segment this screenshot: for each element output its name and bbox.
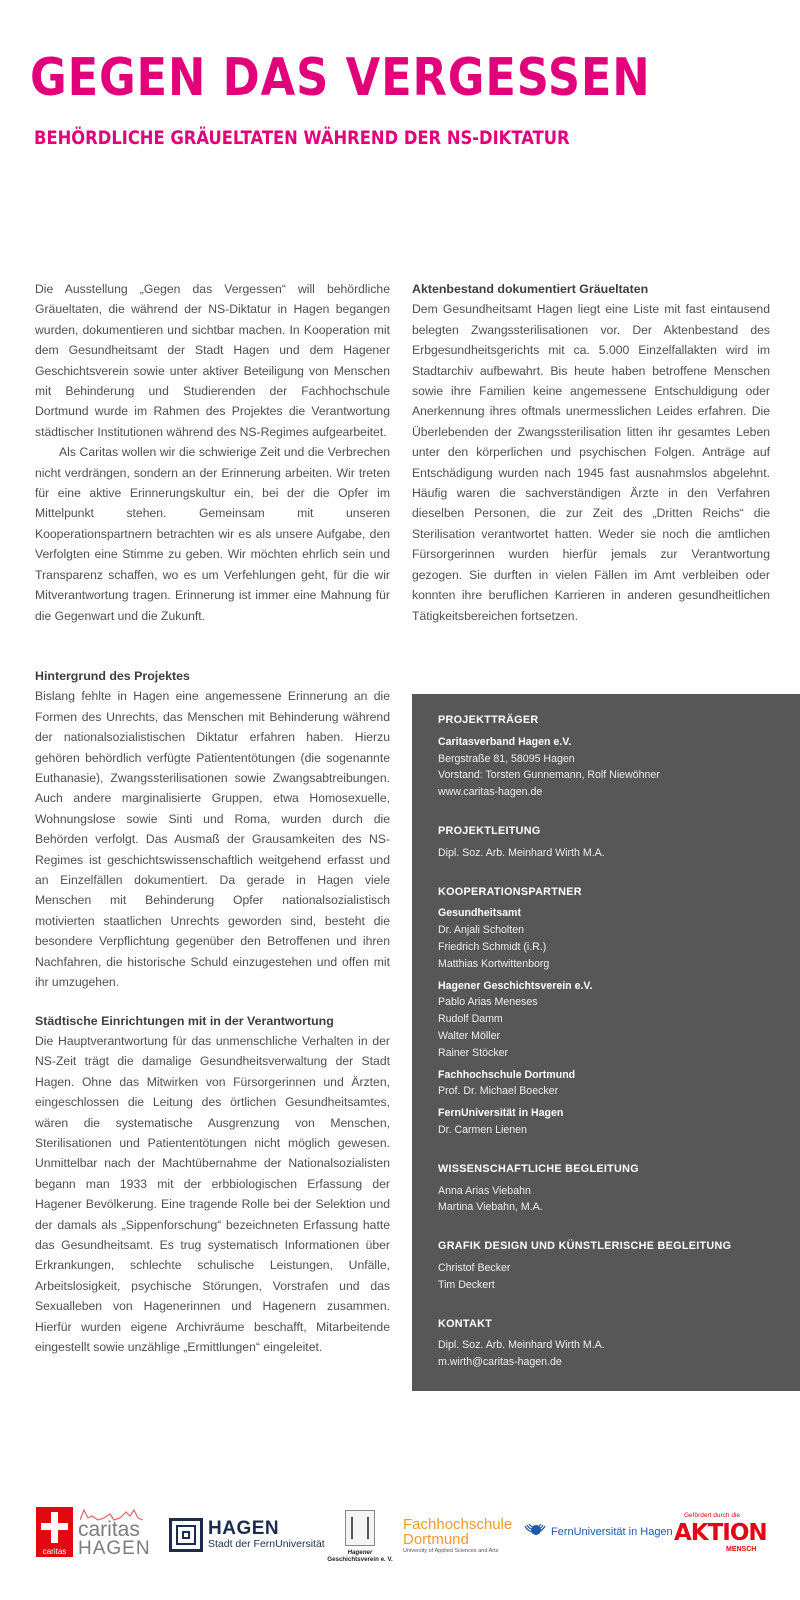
caritas-hagen-wordmark: HAGEN xyxy=(78,1538,151,1559)
wissenschaft-person: Martina Viebahn, M.A. xyxy=(438,1201,543,1214)
partner-person: Friedrich Schmidt (i.R.) xyxy=(438,940,547,953)
partner-org: Gesundheitsamt xyxy=(438,907,522,920)
intro-paragraph-2: Als Caritas wollen wir die schwierige Zeit und die Verbrechen nicht verdrängen, sondern an der Erinnerung arbeiten. Wir treten für eine aktive Erinnerungskultur ein, bei der die Opfer im Mittelpunkt stehen. Gemeinsam mit unseren Kooperationspartnern betrachten wir es als unsere Aufgabe, den Verfolgten eine Stimme zu geben. Wir möchten ehrlich sein und Transparenz schaffen, wo es um Verfehlungen geht, für die wir Mitverantwortung tragen. Erinnerung ist immer eine Mahnung für die Gegenwart und die Zukunft. xyxy=(35,445,390,623)
fh-line1: Fachhochschule xyxy=(403,1516,513,1533)
hintergrund-heading: Hintergrund des Projektes xyxy=(35,669,190,683)
section-spacer xyxy=(35,993,390,1011)
projektleitung-block xyxy=(438,823,774,862)
staedtisch-heading: Städtische Einrichtungen mit in der Verantwortung xyxy=(35,1013,334,1028)
crest-icon xyxy=(345,1510,375,1546)
partner-person: Dr. Anjali Scholten xyxy=(438,924,524,937)
fernuni-wordmark: FernUniversität in Hagen xyxy=(551,1526,673,1538)
caritas-cross-icon: caritas xyxy=(36,1507,73,1557)
verein-line1: Hagener xyxy=(347,1549,373,1556)
partner-person: Prof. Dr. Michael Boecker xyxy=(438,1085,559,1098)
fernuni-globe-icon xyxy=(523,1520,547,1544)
credits-box xyxy=(412,694,800,1391)
akten-text: Dem Gesundheitsamt Hagen liegt eine Liste mit fast eintausend belegten Zwangssterilisationen vor. Der Aktenbestand des Erbgesundheitsgerichts mit ca. 5.000 Einzelfallakten wird im Stadtarchiv aufbewahrt. Bis heute haben betroffene Menschen sowie ihre Familien keine angemessene Entschuldigung oder Anerkennung ihres oftmals unermesslichen Leides erfahren. Die Überlebenden der Zwangssterilisation litten ihr gesamtes Leben unter den körperlichen und psychischen Folgen. Anträge auf Entschädigung wurden nach 1945 fast ausnahmslos abgelehnt. Häufig waren die sachverständigen Ärzte in den Verfahren dieselben Personen, die zur Zeit des „Dritten Reichs“ die Sterilisation verantwortet hatten. Weder sie noch die amtlichen Fürsorgerinnen wurden hierfür jemals zur Verantwortung gezogen. Sie durften in vielen Fällen im Amt verbleiben oder konnten ihre beruflichen Karrieren in anderen gesundheitlichen Tätigkeitsbereichen fortsetzen. xyxy=(412,302,770,623)
partner-person: Rudolf Damm xyxy=(438,1013,503,1026)
grafik-heading: GRAFIK DESIGN UND KÜNSTLERISCHE BEGLEITUNG xyxy=(438,1240,732,1253)
intro-paragraph-1: Die Ausstellung „Gegen das Vergessen“ will behördliche Gräueltaten, die während der NS-Diktatur in Hagen begangen wurden, dokumentieren und sichtbar machen. In Kooperation mit dem Gesundheitsamt der Stadt Hagen und dem Hagener Geschichtsverein sowie unter aktiver Beteiligung von Menschen mit Behinderung und Studierenden der Fachhochschule Dortmund wurde im Rahmen des Projektes die Verantwortung städtischer Institutionen während des NS-Regimes aufgearbeitet. xyxy=(35,282,390,439)
wissenschaft-person: Anna Arias Viebahn xyxy=(438,1184,531,1197)
aktion-wordmark: AKTION xyxy=(674,1520,767,1546)
caritas-wordmark: caritas xyxy=(78,1518,140,1541)
page-title: GEGEN DAS VERGESSEN xyxy=(30,48,651,108)
kooperationspartner-block xyxy=(438,884,774,1139)
projekttraeger-block xyxy=(438,712,774,801)
partner-group xyxy=(438,978,774,1062)
partner-person: Walter Möller xyxy=(438,1029,501,1042)
grafik-block xyxy=(438,1238,774,1293)
hagen-tagline: Stadt der FernUniversität xyxy=(208,1538,325,1550)
partner-person: Dr. Carmen Lienen xyxy=(438,1123,527,1136)
partner-org: Hagener Geschichtsverein e.V. xyxy=(438,979,593,992)
page-subtitle: BEHÖRDLICHE GRÄUELTATEN WÄHREND DER NS-DIKTATUR xyxy=(34,127,570,149)
wissenschaft-heading: WISSENSCHAFTLICHE BEGLEITUNG xyxy=(438,1162,639,1175)
partner-group xyxy=(438,1067,774,1101)
traeger-board: Vorstand: Torsten Gunnemann, Rolf Niewöhner xyxy=(438,769,660,782)
fh-tagline: University of Applied Sciences and Arts xyxy=(403,1548,499,1554)
kontakt-block xyxy=(438,1316,774,1371)
akten-section xyxy=(412,279,770,626)
partner-person: Pablo Arias Meneses xyxy=(438,996,538,1009)
kontakt-name: Dipl. Soz. Arb. Meinhard Wirth M.A. xyxy=(438,1339,605,1352)
projekttraeger-heading: PROJEKTTRÄGER xyxy=(438,714,539,726)
aktion-sub-text: MENSCH xyxy=(726,1546,757,1553)
hagen-wordmark: HAGEN xyxy=(208,1518,280,1539)
hagen-square-icon xyxy=(169,1518,203,1552)
grafik-person: Tim Deckert xyxy=(438,1278,495,1291)
traeger-org: Caritasverband Hagen e.V. xyxy=(438,735,572,748)
kooperationspartner-heading: KOOPERATIONSPARTNER xyxy=(438,885,582,898)
grafik-person: Christof Becker xyxy=(438,1261,511,1274)
fh-dortmund-logo xyxy=(403,1517,512,1556)
left-bottom-sections xyxy=(35,666,390,1357)
partner-org: FernUniversität in Hagen xyxy=(438,1107,564,1120)
partner-org: Fachhochschule Dortmund xyxy=(438,1068,576,1081)
intro-section xyxy=(35,279,390,626)
verein-line2: Geschichtsverein e. V. xyxy=(327,1556,393,1563)
akten-heading: Aktenbestand dokumentiert Gräueltaten xyxy=(412,282,649,296)
leitung-name: Dipl. Soz. Arb. Meinhard Wirth M.A. xyxy=(438,846,605,859)
partner-person: Rainer Stöcker xyxy=(438,1046,509,1059)
partner-group xyxy=(438,1105,774,1139)
kontakt-email-link[interactable]: m.wirth@caritas-hagen.de xyxy=(438,1356,562,1369)
aktion-top-text: Gefördert durch die xyxy=(684,1512,741,1519)
traeger-address: Bergstraße 81, 58095 Hagen xyxy=(438,752,575,765)
hintergrund-text: Bislang fehlte in Hagen eine angemessene Erinnerung an die Formen des Unrechts, das Menschen mit Behinderung während der nationalsozialistischen Diktatur erfahren haben. Hierzu gehören behördlich verfügte Patiententötungen (die sogenannte Euthanasie), Zwangssterilisationen sowie Zwangsabtreibungen. Auch andere marginalisierte Gruppen, etwa Homosexuelle, Wohnungslose sowie Sinti und Roma, wurden durch die Behörden verfolgt. Das Ausmaß der Grausamkeiten des NS-Regimes ist geschichtswissenschaftlich weitgehend erfasst und an Einzelfällen dokumentiert. Da gerade in Hagen viele Menschen mit Behinderung Opfer nationalsozialistisch motivierten staatlichen Unrechts geworden sind, besteht die besondere Verpflichtung gegenüber den Betroffenen und ihren Nachfahren, die historische Schuld einzugestehen und offen mit ihr umzugehen. xyxy=(35,689,390,990)
kontakt-heading: KONTAKT xyxy=(438,1317,493,1330)
projektleitung-heading: PROJEKTLEITUNG xyxy=(438,824,541,837)
staedtisch-text: Die Hauptverantwortung für das unmenschliche Verhalten in der NS-Zeit trägt die damalige Gesundheitsverwaltung der Stadt Hagen. Ohne das Mitwirken von Fürsorgerinnen und Ärzten, eingeschlossen die Leitung des örtlichen Gesundheitsamtes, wären die systematische Ausgrenzung von Menschen, Sterilisationen und Patiententötungen nicht möglich gewesen. Unmittelbar nach der Machtübernahme der Nationalsozialisten begann man 1933 mit der erbbiologischen Erfassung der Hagener Bevölkerung. Eine tragende Rolle bei der Selektion und der damals als „Sippenforschung“ bezeichneten Erfassung hatte das Gesundheitsamt. Es trug systematisch Informationen über Erkrankungen, schlechte schulische Leistungen, Unfälle, Arbeitslosigkeit, psychische Störungen, Vorstrafen und das Sexualleben von Hagenerinnen und Hagenern zusammen. Hierfür wurden eigene Archivräume beschafft, Mitarbeitende eingestellt sowie unzählige „Ermittlungen“ eingeleitet. xyxy=(35,1033,390,1354)
wissenschaft-block xyxy=(438,1161,774,1216)
traeger-website-link[interactable]: www.caritas-hagen.de xyxy=(438,786,543,799)
partner-person: Matthias Kortwittenborg xyxy=(438,957,550,970)
partner-group xyxy=(438,905,774,972)
fh-line2: Dortmund xyxy=(403,1531,469,1548)
